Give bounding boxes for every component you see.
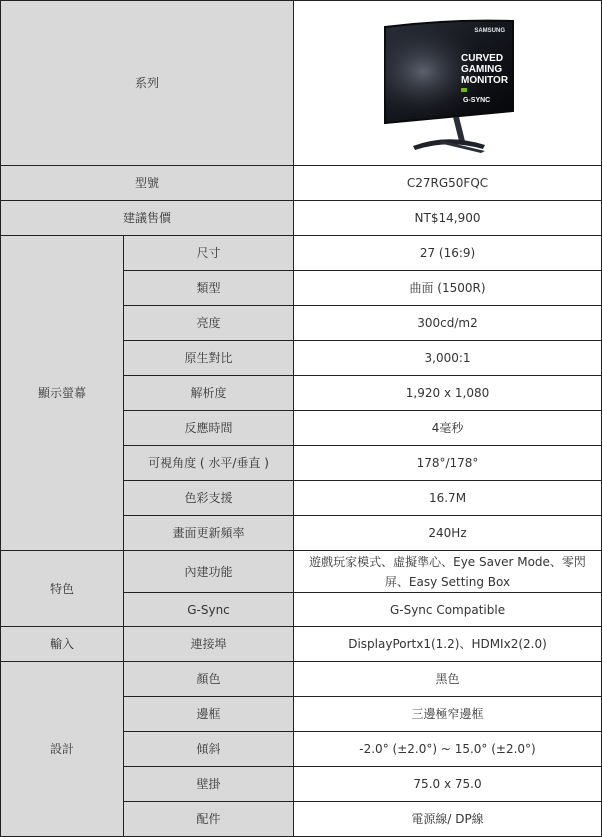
spec-value: 3,000:1 — [294, 341, 602, 376]
spec-row — [1, 627, 602, 662]
image-text-line-1: CURVED — [460, 53, 503, 64]
spec-label: 亮度 — [124, 306, 294, 341]
brand-text: SAMSUNG — [473, 28, 505, 34]
spec-value: DisplayPortx1(1.2)、HDMIx2(2.0) — [294, 627, 602, 662]
model-label: 型號 — [1, 166, 294, 201]
model-row — [1, 166, 602, 201]
spec-value: 曲面 (1500R) — [294, 271, 602, 306]
spec-label: 配件 — [124, 802, 294, 837]
spec-label: 原生對比 — [124, 341, 294, 376]
group-label-design: 設計 — [1, 662, 124, 837]
spec-value: 75.0 x 75.0 — [294, 767, 602, 802]
gsync-badge: G-SYNC — [462, 97, 490, 104]
spec-value: 1,920 x 1,080 — [294, 376, 602, 411]
spec-label: 尺寸 — [124, 236, 294, 271]
spec-label: 邊框 — [124, 697, 294, 732]
spec-value: 4毫秒 — [294, 411, 602, 446]
spec-label: 傾斜 — [124, 732, 294, 767]
spec-value: 178°/178° — [294, 446, 602, 481]
spec-value: 電源線/ DP線 — [294, 802, 602, 837]
model-value: C27RG50FQC — [294, 166, 602, 201]
spec-label: 解析度 — [124, 376, 294, 411]
spec-value: G-Sync Compatible — [294, 593, 602, 627]
spec-value: 300cd/m2 — [294, 306, 602, 341]
image-text-line-3: MONITOR — [460, 75, 508, 86]
spec-value: 三邊極窄邊框 — [294, 697, 602, 732]
spec-label: 內建功能 — [124, 551, 294, 593]
spec-row — [1, 236, 602, 271]
spec-row — [1, 551, 602, 593]
spec-value: 27 (16:9) — [294, 236, 602, 271]
price-label: 建議售價 — [1, 201, 294, 236]
price-value: NT$14,900 — [294, 201, 602, 236]
spec-value: 240Hz — [294, 516, 602, 551]
image-text-line-2: GAMING — [460, 64, 502, 75]
spec-value: 黑色 — [294, 662, 602, 697]
product-image-cell — [294, 1, 602, 166]
spec-value: 16.7M — [294, 481, 602, 516]
group-label-features: 特色 — [1, 551, 124, 627]
spec-label: 連接埠 — [124, 627, 294, 662]
monitor-image — [373, 13, 523, 153]
spec-row — [1, 662, 602, 697]
spec-label: 畫面更新頻率 — [124, 516, 294, 551]
spec-label: G-Sync — [124, 593, 294, 627]
spec-label: 可視角度 ( 水平/垂直 ) — [124, 446, 294, 481]
spec-label: 反應時間 — [124, 411, 294, 446]
spec-label: 壁掛 — [124, 767, 294, 802]
spec-value: -2.0° (±2.0°) ~ 15.0° (±2.0°) — [294, 732, 602, 767]
spec-label: 顏色 — [124, 662, 294, 697]
spec-label: 色彩支援 — [124, 481, 294, 516]
spec-value: 遊戲玩家模式、虛擬準心、Eye Saver Mode、零閃屏、Easy Setting Box — [294, 551, 602, 593]
group-label-display: 顯示螢幕 — [1, 236, 124, 551]
series-row — [1, 1, 602, 166]
price-row — [1, 201, 602, 236]
series-label: 系列 — [1, 1, 294, 166]
spec-label: 類型 — [124, 271, 294, 306]
group-label-input: 輸入 — [1, 627, 124, 662]
